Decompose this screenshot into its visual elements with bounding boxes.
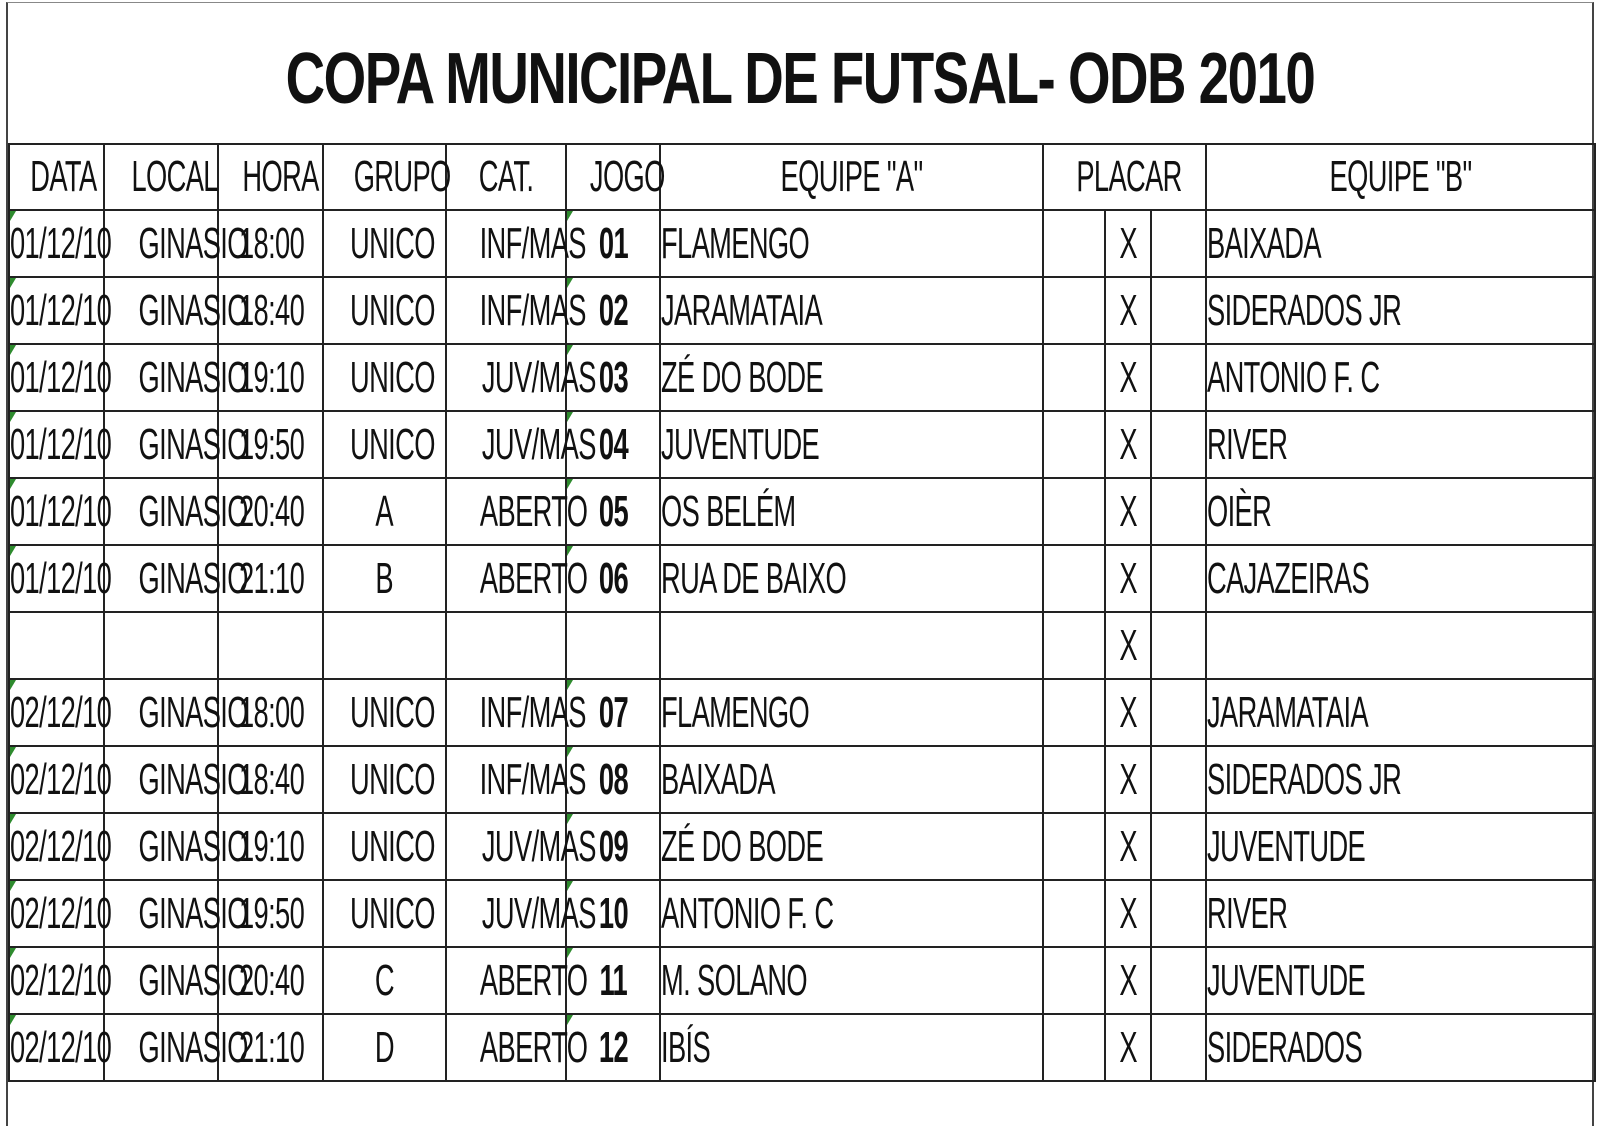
cell-placar[interactable] <box>1043 210 1206 277</box>
cell-equipe-b[interactable]: BAIXADA <box>1206 210 1595 277</box>
score-separator: X <box>1104 680 1152 745</box>
cell-hora[interactable]: 20:40 <box>218 478 323 545</box>
cell-cat[interactable]: INF/MAS <box>446 277 566 344</box>
cell-equipe-a[interactable]: M. SOLANO <box>660 947 1043 1014</box>
score-b-box[interactable] <box>1152 211 1205 276</box>
score-a-box[interactable] <box>1044 814 1104 879</box>
cell-local[interactable]: GINASIO <box>104 813 218 880</box>
page-title: COPA MUNICIPAL DE FUTSAL- ODB 2010 <box>285 39 1315 119</box>
cell-hora[interactable]: 18:00 <box>218 679 323 746</box>
cell-cat[interactable]: JUV/MAS <box>446 880 566 947</box>
cell-equipe-b[interactable] <box>1206 612 1595 679</box>
score-a-box[interactable] <box>1044 881 1104 946</box>
cell-grupo[interactable]: UNICO <box>323 344 446 411</box>
cell-hora[interactable]: 19:50 <box>218 880 323 947</box>
cell-placar[interactable] <box>1043 612 1206 679</box>
col-header-grupo[interactable]: GRUPO <box>323 144 446 210</box>
cell-cat[interactable]: INF/MAS <box>446 210 566 277</box>
table-row <box>9 1014 1595 1081</box>
table-row <box>9 344 1595 411</box>
table-row <box>9 545 1595 612</box>
score-b-box[interactable] <box>1152 948 1205 1013</box>
table-row <box>9 679 1595 746</box>
cell-jogo[interactable]: 10 <box>566 880 660 947</box>
col-header-data[interactable]: DATA <box>9 144 104 210</box>
cell-equipe-b[interactable]: JUVENTUDE <box>1206 813 1595 880</box>
col-header-jogo[interactable]: JOGO <box>566 144 660 210</box>
cell-local[interactable] <box>104 612 218 679</box>
cell-hora[interactable]: 19:10 <box>218 813 323 880</box>
cell-equipe-b[interactable]: OIÈR <box>1206 478 1595 545</box>
cell-data[interactable]: 01/12/10 <box>9 411 104 478</box>
cell-placar[interactable] <box>1043 1014 1206 1081</box>
cell-hora[interactable]: 18:40 <box>218 746 323 813</box>
col-header-hora[interactable]: HORA <box>218 144 323 210</box>
cell-grupo[interactable]: UNICO <box>323 210 446 277</box>
table-row <box>9 947 1595 1014</box>
cell-hora[interactable]: 18:40 <box>218 277 323 344</box>
table-row <box>9 813 1595 880</box>
score-b-box[interactable] <box>1152 412 1205 477</box>
score-a-box[interactable] <box>1044 211 1104 276</box>
col-header-local[interactable]: LOCAL <box>104 144 218 210</box>
cell-equipe-a[interactable]: OS BELÉM <box>660 478 1043 545</box>
cell-data[interactable]: 02/12/10 <box>9 746 104 813</box>
cell-local[interactable]: GINASIO <box>104 545 218 612</box>
cell-grupo[interactable]: A <box>323 478 446 545</box>
cell-jogo[interactable]: 05 <box>566 478 660 545</box>
score-a-box[interactable] <box>1044 479 1104 544</box>
cell-data[interactable]: 02/12/10 <box>9 947 104 1014</box>
cell-cat[interactable]: INF/MAS <box>446 679 566 746</box>
cell-cat[interactable]: JUV/MAS <box>446 813 566 880</box>
cell-local[interactable]: GINASIO <box>104 411 218 478</box>
cell-placar[interactable] <box>1043 478 1206 545</box>
cell-hora[interactable]: 18:00 <box>218 210 323 277</box>
table-row <box>9 478 1595 545</box>
cell-placar[interactable] <box>1043 880 1206 947</box>
cell-data[interactable]: 01/12/10 <box>9 478 104 545</box>
cell-equipe-a[interactable]: JARAMATAIA <box>660 277 1043 344</box>
score-b-box[interactable] <box>1152 546 1205 611</box>
cell-cat[interactable]: ABERTO <box>446 478 566 545</box>
cell-grupo[interactable]: UNICO <box>323 411 446 478</box>
cell-equipe-b[interactable]: JARAMATAIA <box>1206 679 1595 746</box>
table-row <box>9 210 1595 277</box>
cell-equipe-a[interactable] <box>660 612 1043 679</box>
score-b-box[interactable] <box>1152 814 1205 879</box>
cell-grupo[interactable]: UNICO <box>323 277 446 344</box>
schedule-body <box>9 210 1595 1081</box>
cell-cat[interactable]: INF/MAS <box>446 746 566 813</box>
cell-local[interactable]: GINASIO <box>104 277 218 344</box>
spreadsheet-page <box>6 2 1594 1126</box>
table-row <box>9 411 1595 478</box>
cell-cat[interactable]: JUV/MAS <box>446 411 566 478</box>
cell-data[interactable] <box>9 612 104 679</box>
score-separator: X <box>1104 613 1152 678</box>
cell-cat[interactable]: ABERTO <box>446 545 566 612</box>
cell-cat[interactable]: JUV/MAS <box>446 344 566 411</box>
cell-grupo[interactable]: UNICO <box>323 813 446 880</box>
score-a-box[interactable] <box>1044 1015 1104 1080</box>
cell-local[interactable]: GINASIO <box>104 880 218 947</box>
cell-equipe-b[interactable]: SIDERADOS JR <box>1206 746 1595 813</box>
cell-equipe-a[interactable]: ANTONIO F. C <box>660 880 1043 947</box>
cell-jogo[interactable]: 01 <box>566 210 660 277</box>
score-b-box[interactable] <box>1152 747 1205 812</box>
cell-equipe-b[interactable]: JUVENTUDE <box>1206 947 1595 1014</box>
cell-equipe-a[interactable]: ZÉ DO BODE <box>660 813 1043 880</box>
cell-local[interactable]: GINASIO <box>104 344 218 411</box>
score-b-box[interactable] <box>1152 278 1205 343</box>
cell-placar[interactable] <box>1043 411 1206 478</box>
cell-cat[interactable] <box>446 612 566 679</box>
score-b-box[interactable] <box>1152 479 1205 544</box>
table-row <box>9 880 1595 947</box>
cell-equipe-b[interactable]: SIDERADOS <box>1206 1014 1595 1081</box>
cell-data[interactable]: 02/12/10 <box>9 1014 104 1081</box>
cell-hora[interactable]: 20:40 <box>218 947 323 1014</box>
cell-jogo[interactable]: 02 <box>566 277 660 344</box>
cell-local[interactable]: GINASIO <box>104 947 218 1014</box>
cell-equipe-a[interactable]: FLAMENGO <box>660 210 1043 277</box>
cell-local[interactable]: GINASIO <box>104 679 218 746</box>
cell-jogo[interactable]: 04 <box>566 411 660 478</box>
table-row <box>9 612 1595 679</box>
cell-hora[interactable]: 21:10 <box>218 1014 323 1081</box>
cell-cat[interactable]: ABERTO <box>446 947 566 1014</box>
cell-hora[interactable] <box>218 612 323 679</box>
cell-local[interactable]: GINASIO <box>104 746 218 813</box>
score-separator: X <box>1104 211 1152 276</box>
cell-hora[interactable]: 19:50 <box>218 411 323 478</box>
cell-grupo[interactable]: C <box>323 947 446 1014</box>
cell-data[interactable]: 01/12/10 <box>9 210 104 277</box>
cell-hora[interactable]: 19:10 <box>218 344 323 411</box>
cell-data[interactable]: 02/12/10 <box>9 813 104 880</box>
score-separator: X <box>1104 412 1152 477</box>
cell-jogo[interactable] <box>566 612 660 679</box>
score-separator: X <box>1104 747 1152 812</box>
cell-equipe-b[interactable]: ANTONIO F. C <box>1206 344 1595 411</box>
cell-grupo[interactable]: D <box>323 1014 446 1081</box>
col-header-equipe-b[interactable]: EQUIPE "B" <box>1206 144 1595 210</box>
cell-grupo[interactable]: UNICO <box>323 746 446 813</box>
cell-equipe-a[interactable]: ZÉ DO BODE <box>660 344 1043 411</box>
score-a-box[interactable] <box>1044 680 1104 745</box>
score-a-box[interactable] <box>1044 546 1104 611</box>
table-row <box>9 746 1595 813</box>
cell-jogo[interactable]: 08 <box>566 746 660 813</box>
cell-equipe-b[interactable]: RIVER <box>1206 411 1595 478</box>
cell-hora[interactable]: 21:10 <box>218 545 323 612</box>
score-separator: X <box>1104 1015 1152 1080</box>
score-separator: X <box>1104 345 1152 410</box>
score-separator: X <box>1104 814 1152 879</box>
cell-local[interactable]: GINASIO <box>104 210 218 277</box>
cell-jogo[interactable]: 07 <box>566 679 660 746</box>
cell-data[interactable]: 01/12/10 <box>9 344 104 411</box>
cell-jogo[interactable]: 11 <box>566 947 660 1014</box>
score-b-box[interactable] <box>1152 680 1205 745</box>
cell-equipe-a[interactable]: IBÍS <box>660 1014 1043 1081</box>
cell-equipe-a[interactable]: FLAMENGO <box>660 679 1043 746</box>
score-separator: X <box>1104 948 1152 1013</box>
cell-jogo[interactable]: 06 <box>566 545 660 612</box>
score-b-box[interactable] <box>1152 1015 1205 1080</box>
score-a-box[interactable] <box>1044 278 1104 343</box>
cell-data[interactable]: 02/12/10 <box>9 679 104 746</box>
cell-grupo[interactable]: UNICO <box>323 679 446 746</box>
col-header-cat[interactable]: CAT. <box>446 144 566 210</box>
cell-local[interactable]: GINASIO <box>104 1014 218 1081</box>
score-a-box[interactable] <box>1044 613 1104 678</box>
score-a-box[interactable] <box>1044 345 1104 410</box>
score-a-box[interactable] <box>1044 412 1104 477</box>
table-row <box>9 277 1595 344</box>
cell-placar[interactable] <box>1043 545 1206 612</box>
schedule-table <box>8 143 1596 1082</box>
cell-equipe-b[interactable]: RIVER <box>1206 880 1595 947</box>
score-separator: X <box>1104 278 1152 343</box>
cell-data[interactable]: 01/12/10 <box>9 545 104 612</box>
cell-data[interactable]: 02/12/10 <box>9 880 104 947</box>
score-separator: X <box>1104 881 1152 946</box>
cell-equipe-a[interactable]: JUVENTUDE <box>660 411 1043 478</box>
col-header-equipe-a[interactable]: EQUIPE "A" <box>660 144 1043 210</box>
cell-placar[interactable] <box>1043 813 1206 880</box>
cell-equipe-a[interactable]: RUA DE BAIXO <box>660 545 1043 612</box>
cell-grupo[interactable]: B <box>323 545 446 612</box>
cell-placar[interactable] <box>1043 277 1206 344</box>
score-b-box[interactable] <box>1152 881 1205 946</box>
score-b-box[interactable] <box>1152 345 1205 410</box>
cell-equipe-b[interactable]: CAJAZEIRAS <box>1206 545 1595 612</box>
cell-grupo[interactable] <box>323 612 446 679</box>
cell-placar[interactable] <box>1043 947 1206 1014</box>
score-a-box[interactable] <box>1044 747 1104 812</box>
score-separator: X <box>1104 546 1152 611</box>
cell-jogo[interactable]: 12 <box>566 1014 660 1081</box>
col-header-placar[interactable]: PLACAR <box>1043 144 1206 210</box>
header-row <box>9 144 1595 210</box>
cell-jogo[interactable]: 03 <box>566 344 660 411</box>
score-separator: X <box>1104 479 1152 544</box>
cell-placar[interactable] <box>1043 746 1206 813</box>
score-a-box[interactable] <box>1044 948 1104 1013</box>
cell-equipe-b[interactable]: SIDERADOS JR <box>1206 277 1595 344</box>
cell-placar[interactable] <box>1043 679 1206 746</box>
cell-jogo[interactable]: 09 <box>566 813 660 880</box>
cell-local[interactable]: GINASIO <box>104 478 218 545</box>
cell-cat[interactable]: ABERTO <box>446 1014 566 1081</box>
cell-placar[interactable] <box>1043 344 1206 411</box>
score-b-box[interactable] <box>1152 613 1205 678</box>
cell-grupo[interactable]: UNICO <box>323 880 446 947</box>
cell-data[interactable]: 01/12/10 <box>9 277 104 344</box>
cell-equipe-a[interactable]: BAIXADA <box>660 746 1043 813</box>
